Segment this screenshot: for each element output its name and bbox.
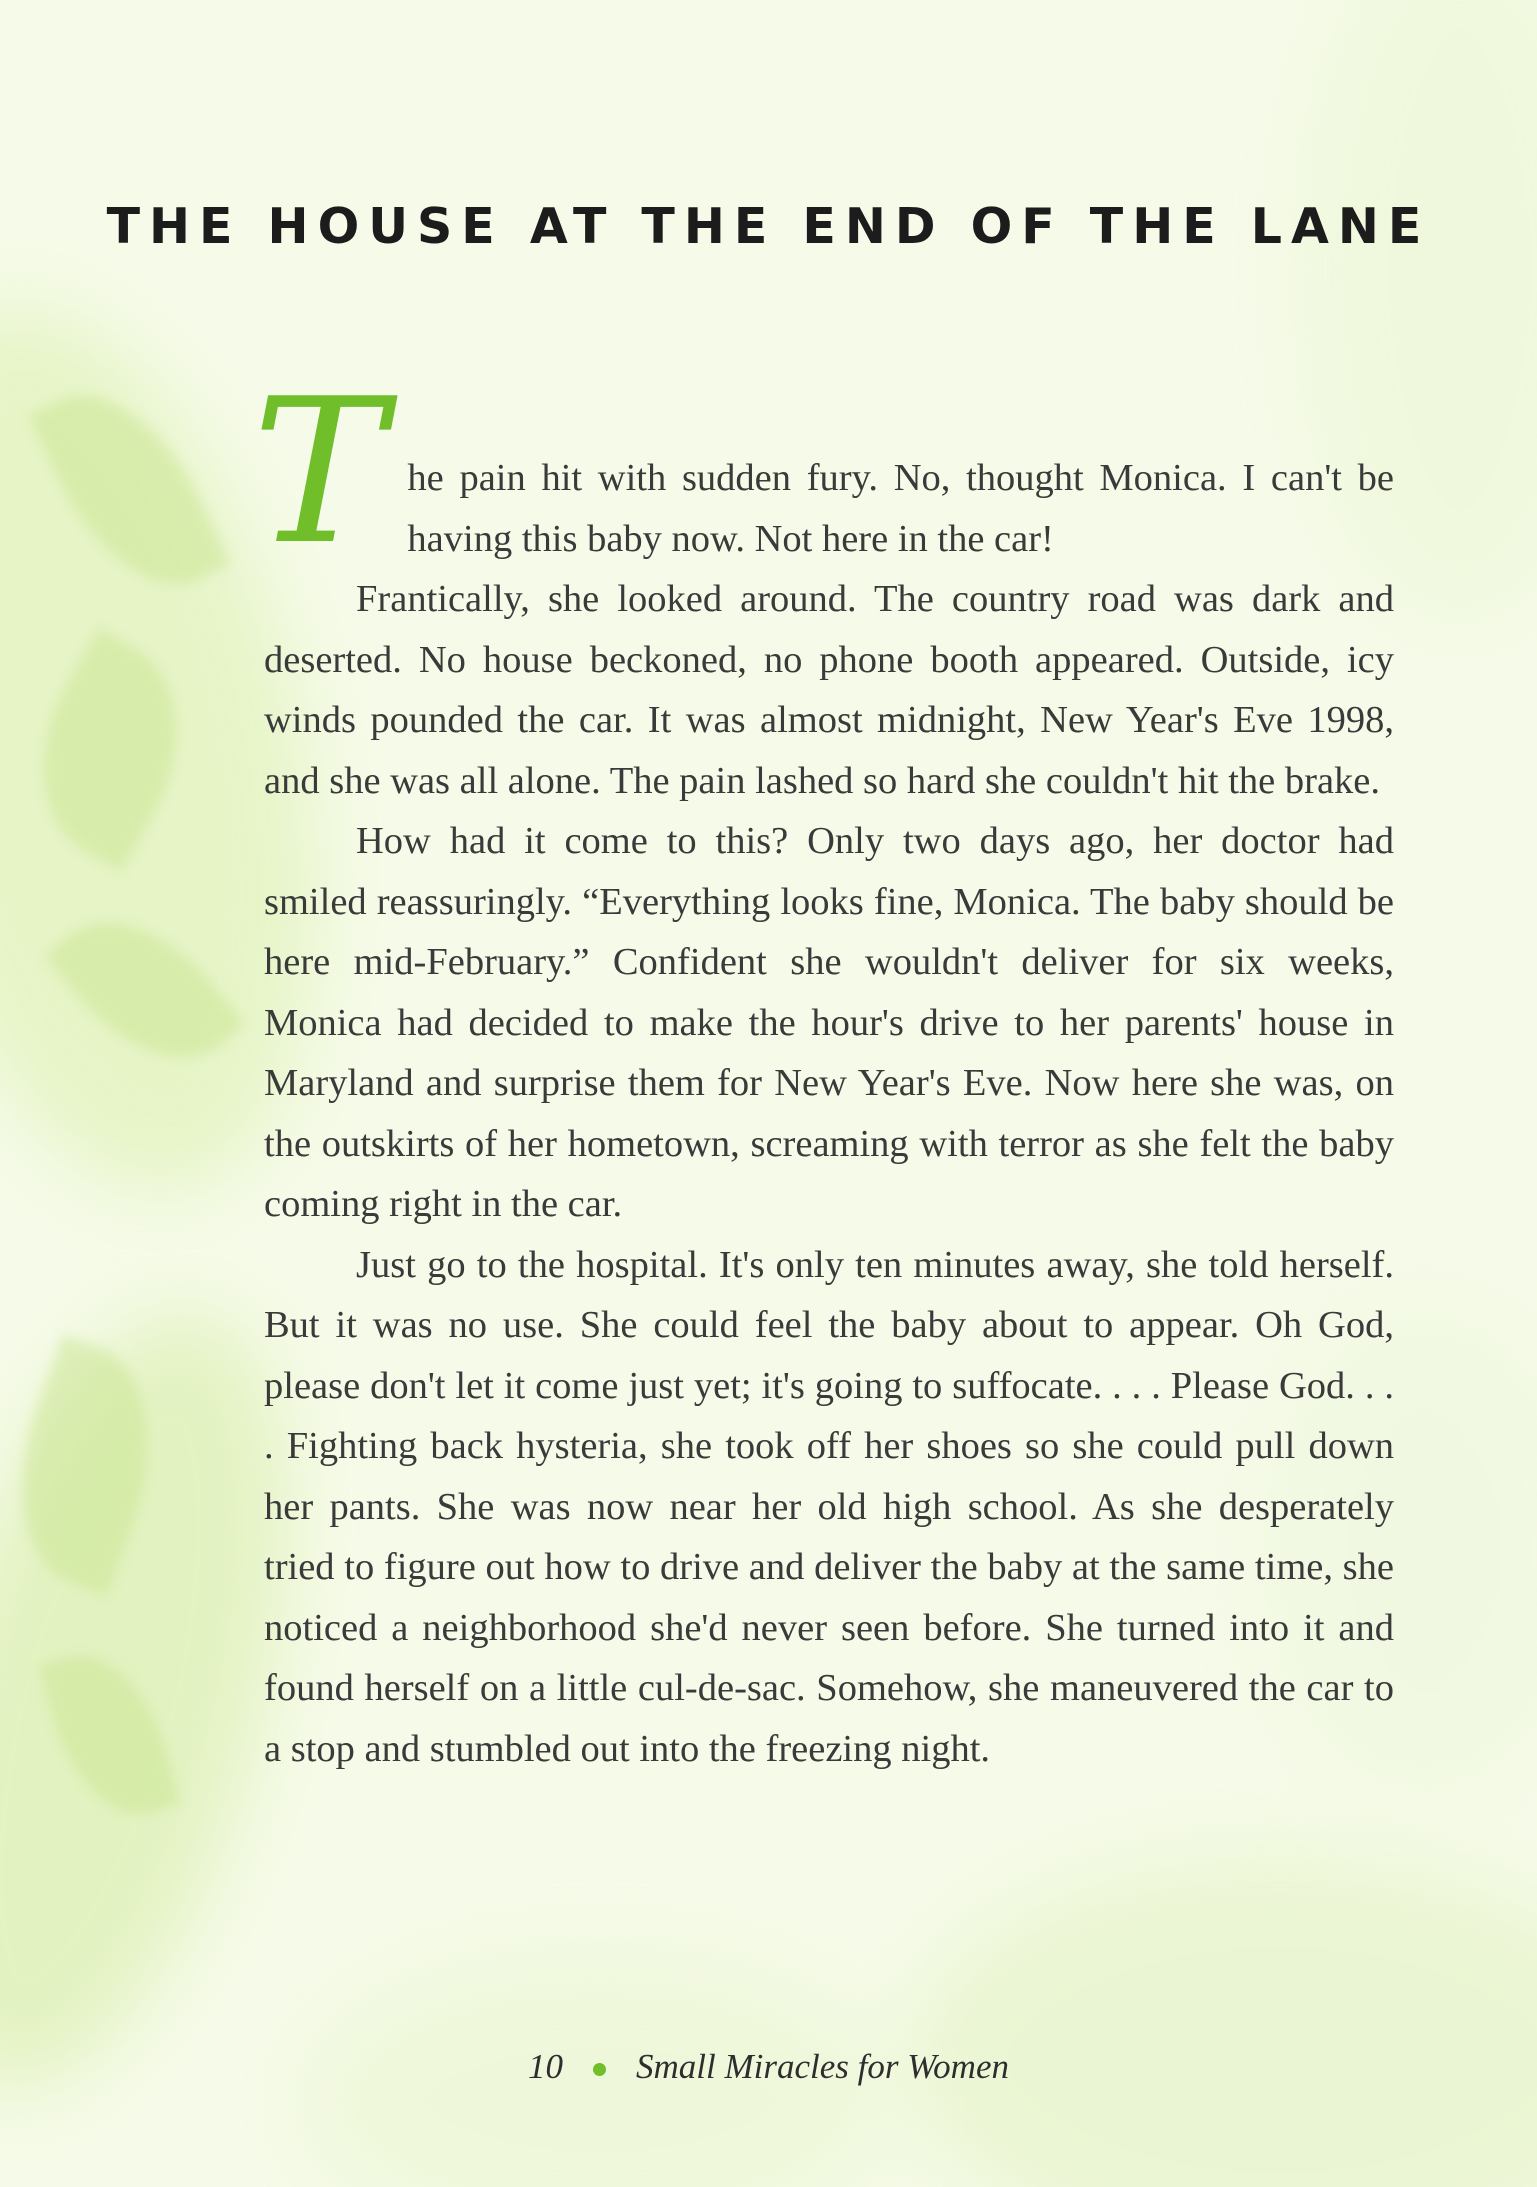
drop-cap: T [252,356,386,589]
book-title: Small Miracles for Women [636,2047,1009,2086]
bullet-dot-icon [593,2063,606,2076]
paragraph: How had it come to this? Only two days ago, her doctor had smiled reassuringly. “Everything looks fine, Monica. The baby should be here mid-February.” Confident she wouldn't deliver for six weeks, Monica had decided to make the hour's drive to her parents' house in Maryland and surprise them for New Year's Eve. Now here she was, on the outskirts of her hometown, screaming with terror as she felt the baby coming right in the car. [264,820,1394,1225]
chapter-title: THE HOUSE AT THE END OF THE LANE [106,198,1431,255]
page-number: 10 [528,2047,563,2086]
paragraph-text: he pain hit with sudden fury. No, thought Monica. I can't be having this baby now. Not here in the car! [407,457,1394,560]
background-wash [900,1850,1537,2187]
page-footer [0,2047,1537,2087]
paragraph: Frantically, she looked around. The country road was dark and deserted. No house beckoned, no phone booth appeared. Outside, icy winds pounded the car. It was almost midnight, New Year's Eve 1998, and she was all alone. The pain lashed so hard she couldn't hit the brake. [264,578,1394,802]
paragraph [252,356,1394,589]
paragraph: Just go to the hospital. It's only ten minutes away, she told herself. But it was no use. She could feel the baby about to appear. Oh God, please don't let it come just yet; it's going to suffocate. . . . Please God. . . . Fighting back hysteria, she took off her shoes so she could pull down her pants. She was now near her old high school. As she desperately tried to figure out how to drive and deliver the baby at the same time, she noticed a neighborhood she'd never seen before. She turned into it and found herself on a little cul-de-sac. Somehow, she maneuvered the car to a stop and stumbled out into the freezing night. [264,1243,1394,1770]
chapter-body [252,356,1394,1779]
